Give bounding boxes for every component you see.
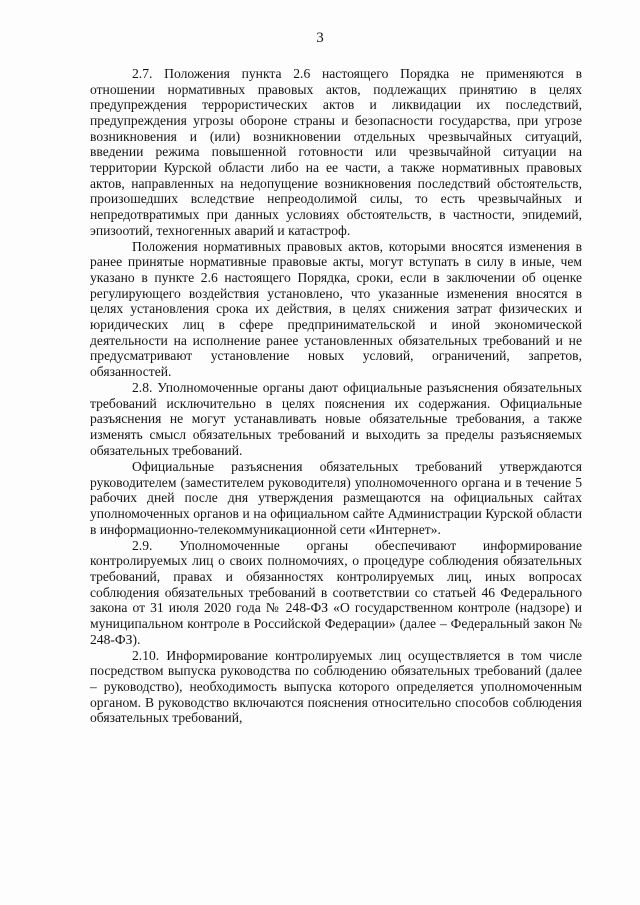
paragraph-2-7: 2.7. Положения пункта 2.6 настоящего Порядка не применяются в отношении нормативных правовых актов, подлежащих принятию в целях предупреждения террористических актов и ликвидации их последствий, предупреждения угрозы обороне страны и безопасности государства, при угрозе возникновения и (или) возникновении отдельных чрезвычайных ситуаций, введении режима повышенной готовности или чрезвычайной ситуации на территории Курской области либо на ее части, а также нормативных правовых актов, направленных на недопущение возникновения последствий обстоятельств, произошедших вследствие непреодолимой силы, то есть чрезвычайных и непредотвратимых при данных условиях обстоятельств, в частности, эпидемий, эпизоотий, техногенных аварий и катастроф. [90,66,582,238]
paragraph-2-10: 2.10. Информирование контролируемых лиц осуществляется в том числе посредством выпуска руководства по соблюдению обязательных требований (далее – руководство), необходимость выпуска которого определяется уполномоченным органом. В руководство включаются пояснения относительно способов соблюдения обязательных требований, [90,647,582,726]
paragraph-official-clarifications: Официальные разъяснения обязательных требований утверждаются руководителем (заместителем руководителя) уполномоченного органа и в течение 5 рабочих дней после дня утверждения размещаются на официальных сайтах уполномоченных органов и на официальном сайте Администрации Курской области в информационно-телекоммуникационной сети «Интернет». [90,458,582,537]
page-number: 3 [316,30,324,46]
paragraph-2-8: 2.8. Уполномоченные органы дают официальные разъяснения обязательных требований исключительно в целях пояснения их содержания. Официальные разъяснения не могут устанавливать новые обязательные требования, а также изменять смысл обязательных требований и выходить за пределы разъясняемых обязательных требований. [90,380,582,458]
paragraph-amendments: Положения нормативных правовых актов, которыми вносятся изменения в ранее принятые нормативные правовые акты, могут вступать в силу в иные, чем указано в пункте 2.6 настоящего Порядка, сроки, если в заключении об оценке регулирующего воздействия установлено, что указанные изменения вносятся в целях установления срока их действия, в целях снижения затрат физических и юридических лиц в сфере предпринимательской и иной экономической деятельности на исполнение ранее установленных обязательных требований и не предусматривают установление новых условий, ограничений, запретов, обязанностей. [90,238,582,379]
paragraph-2-9: 2.9. Уполномоченные органы обеспечивают информирование контролируемых лиц о своих полномочиях, о процедуре соблюдения обязательных требований, правах и обязанностях контролируемых лиц, иных вопросах соблюдения обязательных требований в соответствии со статьей 46 Федерального закона от 31 июля 2020 года № 248-ФЗ «О государственном контроле (надзоре) и муниципальном контроле в Российской Федерации» (далее – Федеральный закон № 248-ФЗ). [90,537,582,647]
document-body [90,66,582,726]
